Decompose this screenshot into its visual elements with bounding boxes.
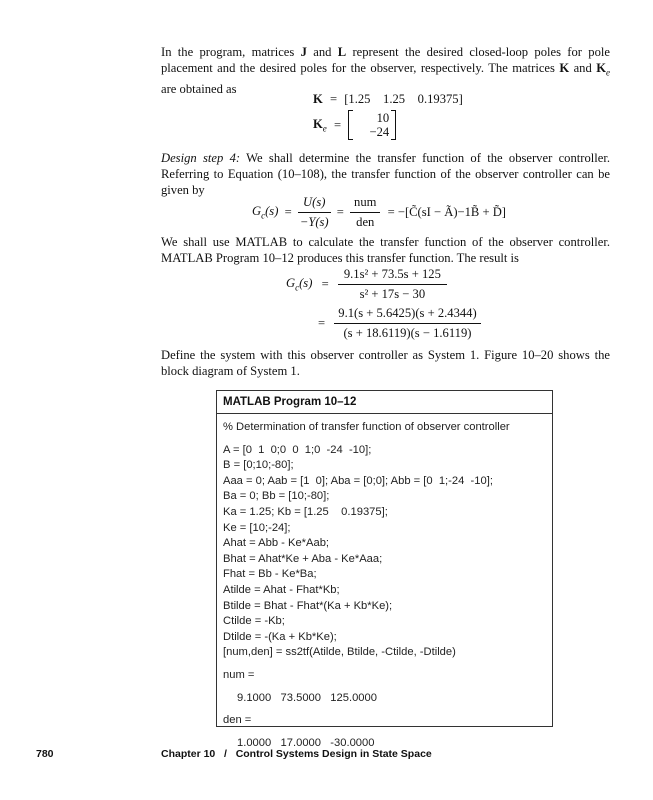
- equation-Gc-result: $G_c(s)$ = $\frac{\text{9.1s² + 73.5s + 125}}{\text{s² + 17s − 30}}$: [286, 267, 447, 302]
- matrix-Ke: $K_e$: [596, 61, 610, 78]
- code-line: Ahat = Abb - Ke*Aab;: [223, 537, 330, 550]
- code-line: Dtilde = -(Ka + Kb*Ke);: [223, 630, 337, 643]
- code-line: B = [0;10;-80];: [223, 459, 294, 472]
- num-label: num =: [223, 668, 255, 681]
- code-line: Btilde = Bhat - Fhat*(Ka + Kb*Ke);: [223, 599, 393, 612]
- den-label: den =: [223, 714, 252, 727]
- chapter-title: Chapter 10 / Control Systems Design in State Space: [161, 748, 432, 760]
- code-line: [num,den] = ss2tf(Atilde, Btilde, -Ctilde, -Dtilde): [223, 646, 456, 659]
- matlab-program-box: [216, 390, 553, 749]
- code-line: Aaa = 0; Aab = [1 0]; Aba = [0;0]; Abb = [0 1;-24 -10];: [223, 474, 493, 487]
- code-line: A = [0 1 0;0 0 1;0 -24 -10];: [223, 443, 372, 456]
- design-step-label: Design step 4:: [161, 151, 241, 165]
- equation-Ke: $K_e$ = 10 −24: [313, 110, 396, 140]
- system1-paragraph: Define the system with this observer controller as System 1. Figure 10–20 shows the block diagram of System 1.: [161, 348, 610, 378]
- design-step-4-paragraph: Design step 4: We shall determine the transfer function of the observer controller. Referring to Equation (10–108), the transfer function of the observer controller can be given by: [161, 151, 610, 197]
- code-line: Fhat = Bb - Ke*Ba;: [223, 568, 317, 581]
- matrix-L: L: [337, 45, 347, 59]
- matlab-program-title: MATLAB Program 10–12: [217, 391, 552, 414]
- matrix-J: J: [300, 45, 307, 59]
- code-comment: % Determination of transfer function of observer controller: [223, 421, 510, 433]
- matlab-intro-paragraph: We shall use MATLAB to calculate the transfer function of the observer controller. MATLAB Program 10–12 produces this transfer function. The result is: [161, 235, 610, 265]
- code-line: Atilde = Ahat - Fhat*Kb;: [223, 583, 340, 596]
- code-line: Bhat = Ahat*Ke + Aba - Ke*Aaa;: [223, 552, 383, 565]
- Ke-matrix: 10 −24: [348, 110, 396, 140]
- intro-paragraph: In the program, matrices J and L represent the desired closed-loop poles for pole placement and the desired poles for the observer, respectively. The matrices K and $K_e$ are obtained as: [161, 45, 610, 96]
- equation-K: K = [1.25 1.25 0.19375]: [313, 92, 463, 106]
- page-number: 780: [36, 748, 54, 760]
- code-line: Ba = 0; Bb = [10;-80];: [223, 490, 330, 503]
- equation-Gc-definition: $G_c(s)$ = $\frac{U(s)}{-Y(s)}$ = $\frac{\text{num}}{\text{den}}$ = −[C̃(sI − Ã)−1B̃ + D̃]: [252, 195, 507, 229]
- code-line: Ctilde = -Kb;: [223, 615, 285, 628]
- equation-Gc-factored: = $\frac{9.1(s + 5.6425)(s + 2.4344)}{(s + 18.6119)(s - 1.6119)}$: [318, 306, 481, 341]
- Gc-rhs: = −[C̃(sI − Ã)−1B̃ + D̃]: [387, 205, 507, 219]
- matrix-K: K: [559, 61, 570, 75]
- code-line: Ka = 1.25; Kb = [1.25 0.19375];: [223, 505, 388, 518]
- num-value: 9.1000 73.5000 125.0000: [237, 691, 377, 704]
- den-value: 1.0000 17.0000 -30.0000: [237, 736, 375, 749]
- matlab-code: [217, 414, 552, 751]
- code-line: Ke = [10;-24];: [223, 521, 291, 534]
